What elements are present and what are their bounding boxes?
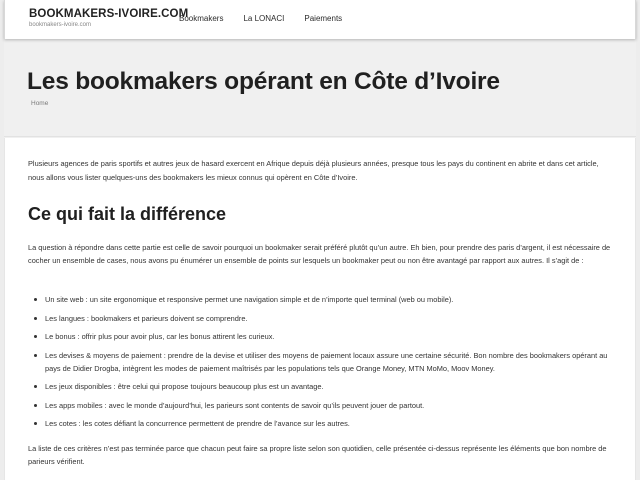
nav-item-paiements[interactable]: Paiements (304, 14, 343, 23)
list-item-text: Les langues : bookmakers et parieurs doivent se comprendre. (45, 313, 248, 323)
bullet-icon (34, 298, 37, 301)
bullet-icon (34, 335, 37, 338)
page-title-banner (4, 39, 636, 137)
list-item (28, 349, 618, 375)
page (4, 0, 636, 480)
list-item-text: Un site web : un site ergonomique et responsive permet une navigation simple et de n’importe quel terminal (web ou mobile). (45, 295, 454, 304)
list-item-text: Les apps mobiles : avec le monde d’aujourd’hui, les parieurs sont contents de savoir qu’ils peuvent jouer de partout. (45, 400, 425, 410)
site-logo[interactable] (29, 9, 188, 28)
site-header (4, 0, 636, 39)
list-item-text: Les devises & moyens de paiement : prendre de la devise et utiliser des moyens de paiement locaux assure une certaine sécurité. Bon nombre des bookmakers opérant au pays de Didier Drogba, intègrent les modes de paiement maîtrisés par les populations tels que Orange Money, MTN MoMo, Moov Money. (45, 350, 608, 373)
bullet-icon (34, 422, 37, 425)
section-heading: Ce qui fait la différence (28, 204, 227, 224)
page-title: Les bookmakers opérant en Côte d’Ivoire (27, 68, 500, 95)
list-item (28, 399, 618, 412)
site-name[interactable]: BOOKMAKERS-IVOIRE.COM (29, 8, 189, 20)
section-paragraph: La question à répondre dans cette partie est celle de savoir pourquoi un bookmaker serait préféré plutôt qu’un autre. Eh bien, pour prendre des paris d’argent, il est nécessaire de cocher un ensemble de cases, nous avons pu énumérer un ensemble de points sur lesquels un bookmaker peut ou non être avantagé par rapport aux autres. Il s’agit de : (28, 243, 611, 266)
list-item-text: Le bonus : offrir plus pour avoir plus, car les bonus attirent les curieux. (45, 332, 275, 341)
bullet-icon (34, 404, 37, 407)
bullet-icon (34, 385, 37, 388)
intro-paragraph: Plusieurs agences de paris sportifs et autres jeux de hasard exercent en Afrique depuis déjà plusieurs années, presque tous les pays du continent en abrite et dans cet article, nous allons vous lister quelques-uns des bookmakers les mieux connus qui opèrent en Côte d’Ivoire. (28, 159, 599, 182)
nav-item-bookmakers[interactable]: Bookmakers (179, 14, 224, 23)
list-item (28, 380, 618, 393)
list-item (28, 417, 618, 430)
site-tagline: bookmakers-ivoire.com (29, 21, 92, 28)
bullet-icon (34, 317, 37, 320)
list-item-text: Les jeux disponibles : être celui qui propose toujours beaucoup plus est un avantage. (45, 382, 324, 391)
list-item (28, 293, 618, 306)
criteria-list (28, 293, 618, 436)
bullet-icon (34, 354, 37, 357)
breadcrumb-home[interactable]: Home (31, 100, 49, 107)
nav-item-la-lonaci[interactable]: La LONACI (243, 14, 285, 23)
article-content (4, 138, 636, 480)
list-item-text: Les cotes : les cotes défiant la concurrence permettent de prendre de l’avance sur les autres. (45, 419, 350, 428)
list-item (28, 312, 618, 325)
main-nav (179, 14, 362, 23)
list-item (28, 330, 618, 343)
closing-paragraph: La liste de ces critères n’est pas terminée parce que chacun peut faire sa propre liste selon son quotidien, celle présentée ci-dessus représente les éléments que bon nombre de parieurs vérifient. (28, 444, 607, 467)
